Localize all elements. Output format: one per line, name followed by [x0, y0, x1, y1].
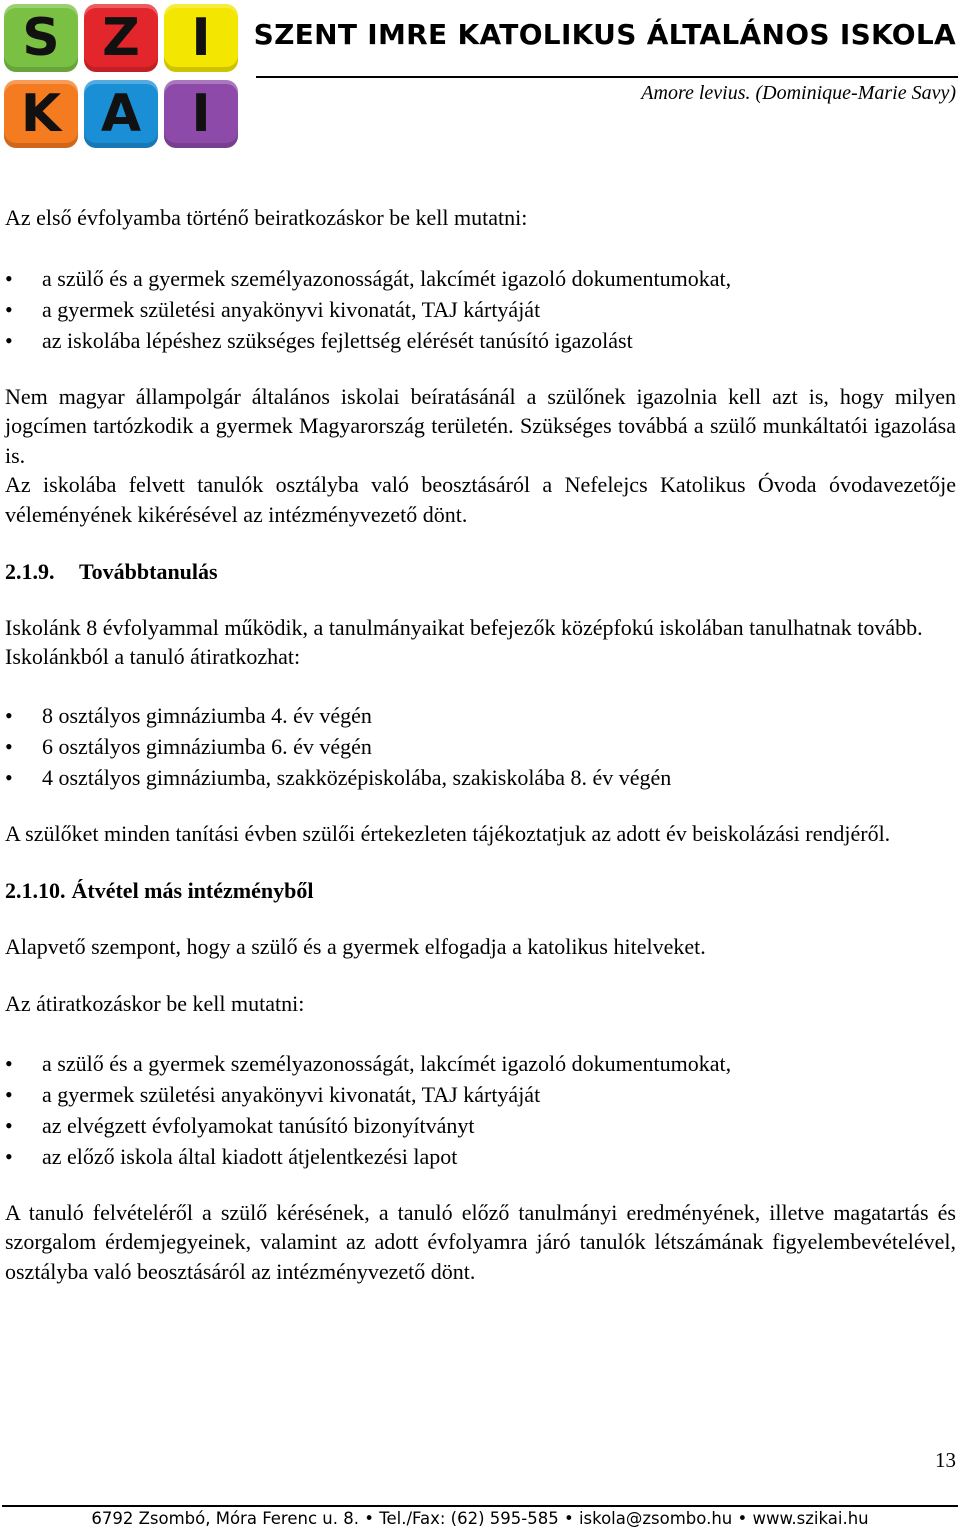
footer-contact: 6792 Zsombó, Móra Ferenc u. 8. • Tel./Fax: (62) 595-585 • iskola@zsombo.hu • www.szikai.hu [91, 1509, 869, 1528]
transfer-documents-intro: Az átiratkozáskor be kell mutatni: [5, 991, 305, 1016]
header-divider [256, 76, 958, 78]
section-number: 2.1.9. [5, 559, 55, 584]
list-item: • a szülő és a gyermek személyazonosságát, lakcímét igazoló dokumentumokat, [5, 1048, 956, 1079]
section-heading-transfer [5, 876, 956, 906]
document-body [5, 203, 956, 1286]
logo-tile-z: Z [84, 4, 158, 72]
section-title: Továbbtanulás [79, 559, 218, 584]
list-item: • 4 osztályos gimnáziumba, szakközépiskolába, szakiskolába 8. év végén [5, 762, 956, 793]
section-heading-further-studies [5, 557, 956, 587]
logo-tile-i: I [164, 4, 238, 72]
logo-tile-s: S [4, 4, 78, 72]
parent-meeting-paragraph: A szülőket minden tanítási évben szülői értekezleten tájékoztatjuk az adott év beiskolázási rendjéről. [5, 820, 891, 846]
school-years-paragraph: Iskolánk 8 évfolyammal működik, a tanulmányaikat befejezők középfokú iskolában tanulhatnak tovább. [5, 614, 923, 640]
transfer-options-list [5, 700, 956, 793]
class-assignment-paragraph: Az iskolába felvett tanulók osztályba való beosztásáról a Nefelejcs Katolikus Óvoda óvodavezetője véleményének kikérésével az intézményvezető dönt. [5, 472, 956, 527]
list-item: • a szülő és a gyermek személyazonosságát, lakcímét igazoló dokumentumokat, [5, 263, 956, 294]
list-item: • az előző iskola által kiadott átjelentkezési lapot [5, 1141, 956, 1172]
admission-decision-paragraph: A tanuló felvételéről a szülő kérésének, a tanuló előző tanulmányi eredményének, illetve magatartás és szorgalom érdemjegyeinek, valamint az adott évfolyamra járó tanulók létszámának figyelembevételével, osztályba való beosztásáról az intézményvezető dönt. [5, 1199, 956, 1284]
page-number: 13 [935, 1448, 956, 1472]
intro-paragraph: Az első évfolyamba történő beiratkozáskor be kell mutatni: [5, 205, 528, 230]
list-item: • az iskolába lépéshez szükséges fejlettség elérését tanúsító igazolást [5, 325, 956, 356]
list-item: • a gyermek születési anyakönyvi kivonatát, TAJ kártyáját [5, 1079, 956, 1110]
school-logo [4, 4, 242, 152]
logo-tile-k: K [4, 80, 78, 148]
catholic-principles-paragraph: Alapvető szempont, hogy a szülő és a gyermek elfogadja a katolikus hitelveket. [5, 933, 706, 959]
school-motto: Amore levius. (Dominique-Marie Savy) [641, 82, 956, 104]
list-item: • 8 osztályos gimnáziumba 4. év végén [5, 700, 956, 731]
footer-divider [2, 1505, 958, 1507]
section-number: 2.1.10. [5, 878, 66, 903]
foreign-citizen-paragraph: Nem magyar állampolgár általános iskolai beíratásánál a szülőnek igazolnia kell azt is, hogy milyen jogcímen tartózkodik a gyermek Magyarország területén. Szükséges továbbá a szülő munkáltatói igazolása is. [5, 383, 956, 468]
section-title: Átvétel más intézményből [71, 878, 314, 903]
logo-tile-i-2: I [164, 80, 238, 148]
transfer-documents-list [5, 1048, 956, 1172]
list-item: • a gyermek születési anyakönyvi kivonatát, TAJ kártyáját [5, 294, 956, 325]
list-item: • az elvégzett évfolyamokat tanúsító bizonyítványt [5, 1110, 956, 1141]
school-name: SZENT IMRE KATOLIKUS ÁLTALÁNOS ISKOLA [253, 18, 956, 51]
logo-tile-a: A [84, 80, 158, 148]
transfer-intro: Iskolánkból a tanuló átiratkozhat: [5, 644, 301, 669]
list-item: • 6 osztályos gimnáziumba 6. év végén [5, 731, 956, 762]
required-documents-list [5, 263, 956, 356]
